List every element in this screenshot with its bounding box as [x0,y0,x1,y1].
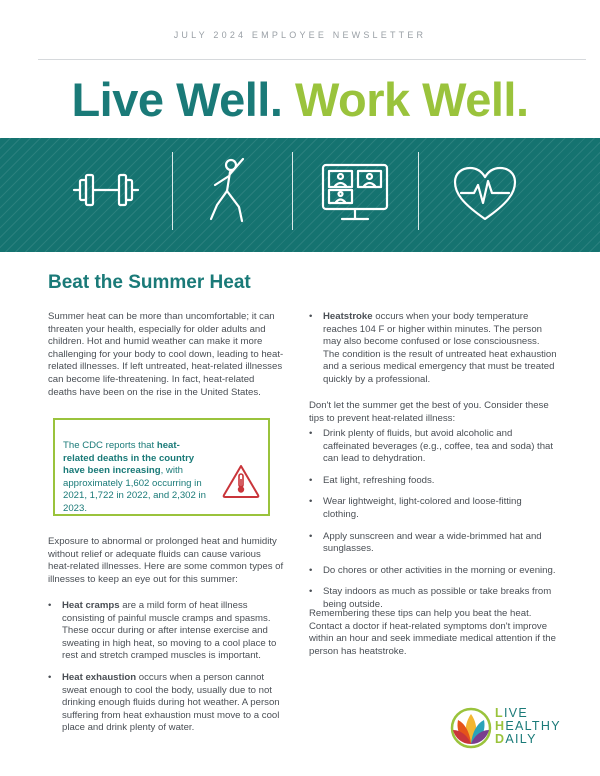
banner-divider [418,152,419,230]
closing-paragraph: Remembering these tips can help you beat the heat. Contact a doctor if heat-related symptoms don't improve within an hour and seek immediate medical attention if the person has heatstroke. [309,608,556,657]
tips-intro: Don't let the summer get the best of you. Consider these tips to prevent heat-related illness: [309,400,549,424]
intro-paragraph: Summer heat can be more than uncomfortable; it can threaten your health, especially for older adults and children. Hot and humid weather can make it more challenging for your body to cool down, leading to heat-related illnesses. If left untreated, heat-related illnesses can become life-threatening. In fact, heat-related deaths have been on the rise in the United States. [48,311,284,398]
title-part-work-well: Work Well. [294,73,529,126]
title-part-live-well: Live Well. [71,73,283,126]
live-healthy-daily-logo [450,702,570,754]
header-rule [38,59,586,60]
yoga-pose-icon [205,155,255,227]
banner-divider [292,152,293,230]
banner-divider [172,152,173,230]
exposure-paragraph: Exposure to abnormal or prolonged heat and humidity without relief or adequate fluids can cause various heat-related illnesses. Here are some common types of illnesses to keep an eye out for this summer: [48,536,284,585]
list-item: • Heatstroke occurs when your body temperature reaches 104 F or higher within minutes. The person may also become confused or lose consciousness. The condition is the result of untreated heat exhaustion and a serious medical emergency that must be treated quickly by a professional. [309,311,557,387]
list-item: • Stay indoors as much as possible or take breaks from being outside. [309,586,557,611]
logo-wordmark: LIVE HEALTHY DAILY [495,706,561,746]
video-call-icon [320,162,390,224]
illness-list [48,600,288,744]
newsletter-eyebrow: JULY 2024 EMPLOYEE NEWSLETTER [173,30,427,40]
list-item: • Eat light, refreshing foods. [309,475,557,488]
section-title: Beat the Summer Heat [48,272,251,293]
tips-list [309,428,557,621]
heartbeat-icon [452,165,518,223]
list-item: • Do chores or other activities in the morning or evening. [309,565,557,578]
list-item: • Wear lightweight, light-colored and loose-fitting clothing. [309,496,557,521]
lotus-logo-icon [450,704,492,750]
list-item: • Apply sunscreen and wear a wide-brimmed hat and sunglasses. [309,531,557,556]
illness-list-continued [309,311,557,396]
list-item: • Heat cramps are a mild form of heat illness consisting of painful muscle cramps and spasms. These occur during or after intense exercise and sweating in high heat, so moving to a cool place to rest and stretch cramped muscles is important. [48,600,288,663]
callout-text: The CDC reports that heat-related deaths in the country have been increasing, with approximately 1,602 occurring in 2021, 1,722 in 2022, and 2,302 in 2023. [63,440,206,514]
dumbbell-icon [70,170,142,210]
page-title [0,68,600,132]
list-item: • Heat exhaustion occurs when a person cannot sweat enough to cool the body, usually due to not drinking enough fluids during hot weather. A person suffering from heat exhaustion must move to a cool place and drink plenty of water. [48,672,288,735]
heat-warning-icon [222,464,260,498]
cdc-callout-box [53,418,270,516]
list-item: • Drink plenty of fluids, but avoid alcoholic and caffeinated beverages (e.g., coffee, tea and soda) that can lead to dehydration. [309,428,557,466]
